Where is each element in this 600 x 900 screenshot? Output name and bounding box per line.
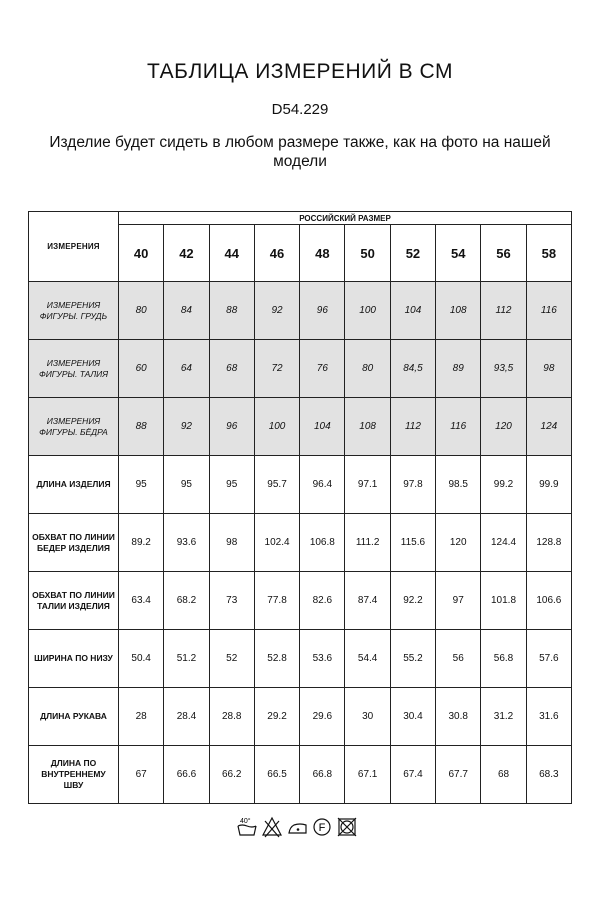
table-row: [29, 456, 572, 514]
size-header-cell: 54: [436, 225, 481, 282]
table-cell: 128.8: [526, 514, 571, 572]
table-row: [29, 340, 572, 398]
table-cell: 120: [481, 398, 526, 456]
table-cell: 80: [119, 282, 164, 340]
no-bleach-icon: [261, 813, 283, 839]
table-cell: 73: [209, 572, 254, 630]
table-cell: 99.9: [526, 456, 571, 514]
table-row: [29, 688, 572, 746]
svg-text:F: F: [318, 822, 326, 834]
table-cell: 56: [436, 630, 481, 688]
size-header-cell: 56: [481, 225, 526, 282]
table-cell: 30.4: [390, 688, 435, 746]
table-cell: 66.6: [164, 746, 209, 804]
table-cell: 56.8: [481, 630, 526, 688]
table-cell: 55.2: [390, 630, 435, 688]
table-row: [29, 514, 572, 572]
table-row: [29, 746, 572, 804]
table-cell: 101.8: [481, 572, 526, 630]
table-cell: 31.2: [481, 688, 526, 746]
table-cell: 115.6: [390, 514, 435, 572]
table-cell: 112: [390, 398, 435, 456]
no-tumble-dry-icon: [336, 813, 358, 839]
iron-low-icon: [286, 813, 308, 839]
size-header-cell: 58: [526, 225, 571, 282]
table-cell: 51.2: [164, 630, 209, 688]
row-label: ИЗМЕРЕНИЯ ФИГУРЫ. ТАЛИЯ: [29, 340, 119, 398]
table-cell: 60: [119, 340, 164, 398]
table-cell: 67.4: [390, 746, 435, 804]
table-cell: 29.6: [300, 688, 345, 746]
table-cell: 100: [254, 398, 299, 456]
table-row: [29, 572, 572, 630]
size-header-cell: 50: [345, 225, 390, 282]
table-cell: 84,5: [390, 340, 435, 398]
table-cell: 87.4: [345, 572, 390, 630]
table-cell: 92: [254, 282, 299, 340]
row-label: ШИРИНА ПО НИЗУ: [29, 630, 119, 688]
table-cell: 93,5: [481, 340, 526, 398]
table-cell: 120: [436, 514, 481, 572]
table-cell: 95: [164, 456, 209, 514]
dry-clean-f-icon: [311, 813, 333, 839]
measure-header: ИЗМЕРЕНИЯ: [29, 212, 119, 282]
table-row: [29, 630, 572, 688]
table-cell: 66.5: [254, 746, 299, 804]
row-label: ДЛИНА ПО ВНУТРЕННЕМУ ШВУ: [29, 746, 119, 804]
table-cell: 93.6: [164, 514, 209, 572]
table-cell: 66.2: [209, 746, 254, 804]
table-cell: 84: [164, 282, 209, 340]
table-cell: 95: [119, 456, 164, 514]
table-cell: 89.2: [119, 514, 164, 572]
table-cell: 96: [300, 282, 345, 340]
table-cell: 97.1: [345, 456, 390, 514]
table-cell: 116: [526, 282, 571, 340]
row-label: ИЗМЕРЕНИЯ ФИГУРЫ. ГРУДЬ: [29, 282, 119, 340]
table-cell: 116: [436, 398, 481, 456]
table-cell: 97: [436, 572, 481, 630]
table-cell: 108: [345, 398, 390, 456]
size-group-header: РОССИЙСКИЙ РАЗМЕР: [119, 212, 572, 225]
fit-note: Изделие будет сидеть в любом размере также, как на фото на нашей модели: [49, 134, 551, 170]
care-symbols: [236, 813, 358, 839]
table-cell: 72: [254, 340, 299, 398]
table-cell: 66.8: [300, 746, 345, 804]
size-header-cell: 48: [300, 225, 345, 282]
size-header-cell: 42: [164, 225, 209, 282]
table-cell: 98.5: [436, 456, 481, 514]
table-cell: 50.4: [119, 630, 164, 688]
row-label: ОБХВАТ ПО ЛИНИИ ТАЛИИ ИЗДЕЛИЯ: [29, 572, 119, 630]
table-cell: 100: [345, 282, 390, 340]
size-header-cell: 44: [209, 225, 254, 282]
row-label: ДЛИНА РУКАВА: [29, 688, 119, 746]
table-cell: 108: [436, 282, 481, 340]
table-cell: 28.8: [209, 688, 254, 746]
table-cell: 28.4: [164, 688, 209, 746]
table-cell: 52: [209, 630, 254, 688]
table-cell: 68: [481, 746, 526, 804]
size-header-cell: 46: [254, 225, 299, 282]
table-cell: 95.7: [254, 456, 299, 514]
table-cell: 96: [209, 398, 254, 456]
table-cell: 64: [164, 340, 209, 398]
table-cell: 95: [209, 456, 254, 514]
page-title: ТАБЛИЦА ИЗМЕРЕНИЙ В СМ: [147, 60, 453, 83]
table-cell: 67.7: [436, 746, 481, 804]
table-cell: 88: [209, 282, 254, 340]
table-cell: 106.6: [526, 572, 571, 630]
row-label: ДЛИНА ИЗДЕЛИЯ: [29, 456, 119, 514]
table-cell: 30: [345, 688, 390, 746]
table-cell: 104: [300, 398, 345, 456]
table-cell: 63.4: [119, 572, 164, 630]
table-row: [29, 398, 572, 456]
table-cell: 54.4: [345, 630, 390, 688]
table-cell: 104: [390, 282, 435, 340]
table-cell: 92: [164, 398, 209, 456]
size-header-cell: 52: [390, 225, 435, 282]
table-cell: 52.8: [254, 630, 299, 688]
table-cell: 29.2: [254, 688, 299, 746]
table-cell: 30.8: [436, 688, 481, 746]
table-cell: 53.6: [300, 630, 345, 688]
table-cell: 97.8: [390, 456, 435, 514]
table-row: [29, 282, 572, 340]
table-cell: 92.2: [390, 572, 435, 630]
table-cell: 88: [119, 398, 164, 456]
table-cell: 98: [526, 340, 571, 398]
table-cell: 80: [345, 340, 390, 398]
table-cell: 106.8: [300, 514, 345, 572]
size-header-cell: 40: [119, 225, 164, 282]
table-cell: 112: [481, 282, 526, 340]
table-cell: 28: [119, 688, 164, 746]
table-cell: 31.6: [526, 688, 571, 746]
table-cell: 102.4: [254, 514, 299, 572]
table-cell: 99.2: [481, 456, 526, 514]
size-table: [28, 211, 572, 804]
table-cell: 68.2: [164, 572, 209, 630]
table-cell: 89: [436, 340, 481, 398]
table-cell: 67: [119, 746, 164, 804]
table-cell: 68: [209, 340, 254, 398]
table-cell: 57.6: [526, 630, 571, 688]
table-cell: 68.3: [526, 746, 571, 804]
table-cell: 82.6: [300, 572, 345, 630]
product-code: D54.229: [271, 101, 329, 118]
table-cell: 98: [209, 514, 254, 572]
wash-40-icon: [236, 813, 258, 839]
row-label: ОБХВАТ ПО ЛИНИИ БЕДЕР ИЗДЕЛИЯ: [29, 514, 119, 572]
table-cell: 124.4: [481, 514, 526, 572]
table-cell: 124: [526, 398, 571, 456]
table-cell: 76: [300, 340, 345, 398]
table-cell: 111.2: [345, 514, 390, 572]
svg-text:40°: 40°: [240, 818, 251, 825]
table-cell: 96.4: [300, 456, 345, 514]
table-cell: 77.8: [254, 572, 299, 630]
row-label: ИЗМЕРЕНИЯ ФИГУРЫ. БЁДРА: [29, 398, 119, 456]
table-cell: 67.1: [345, 746, 390, 804]
